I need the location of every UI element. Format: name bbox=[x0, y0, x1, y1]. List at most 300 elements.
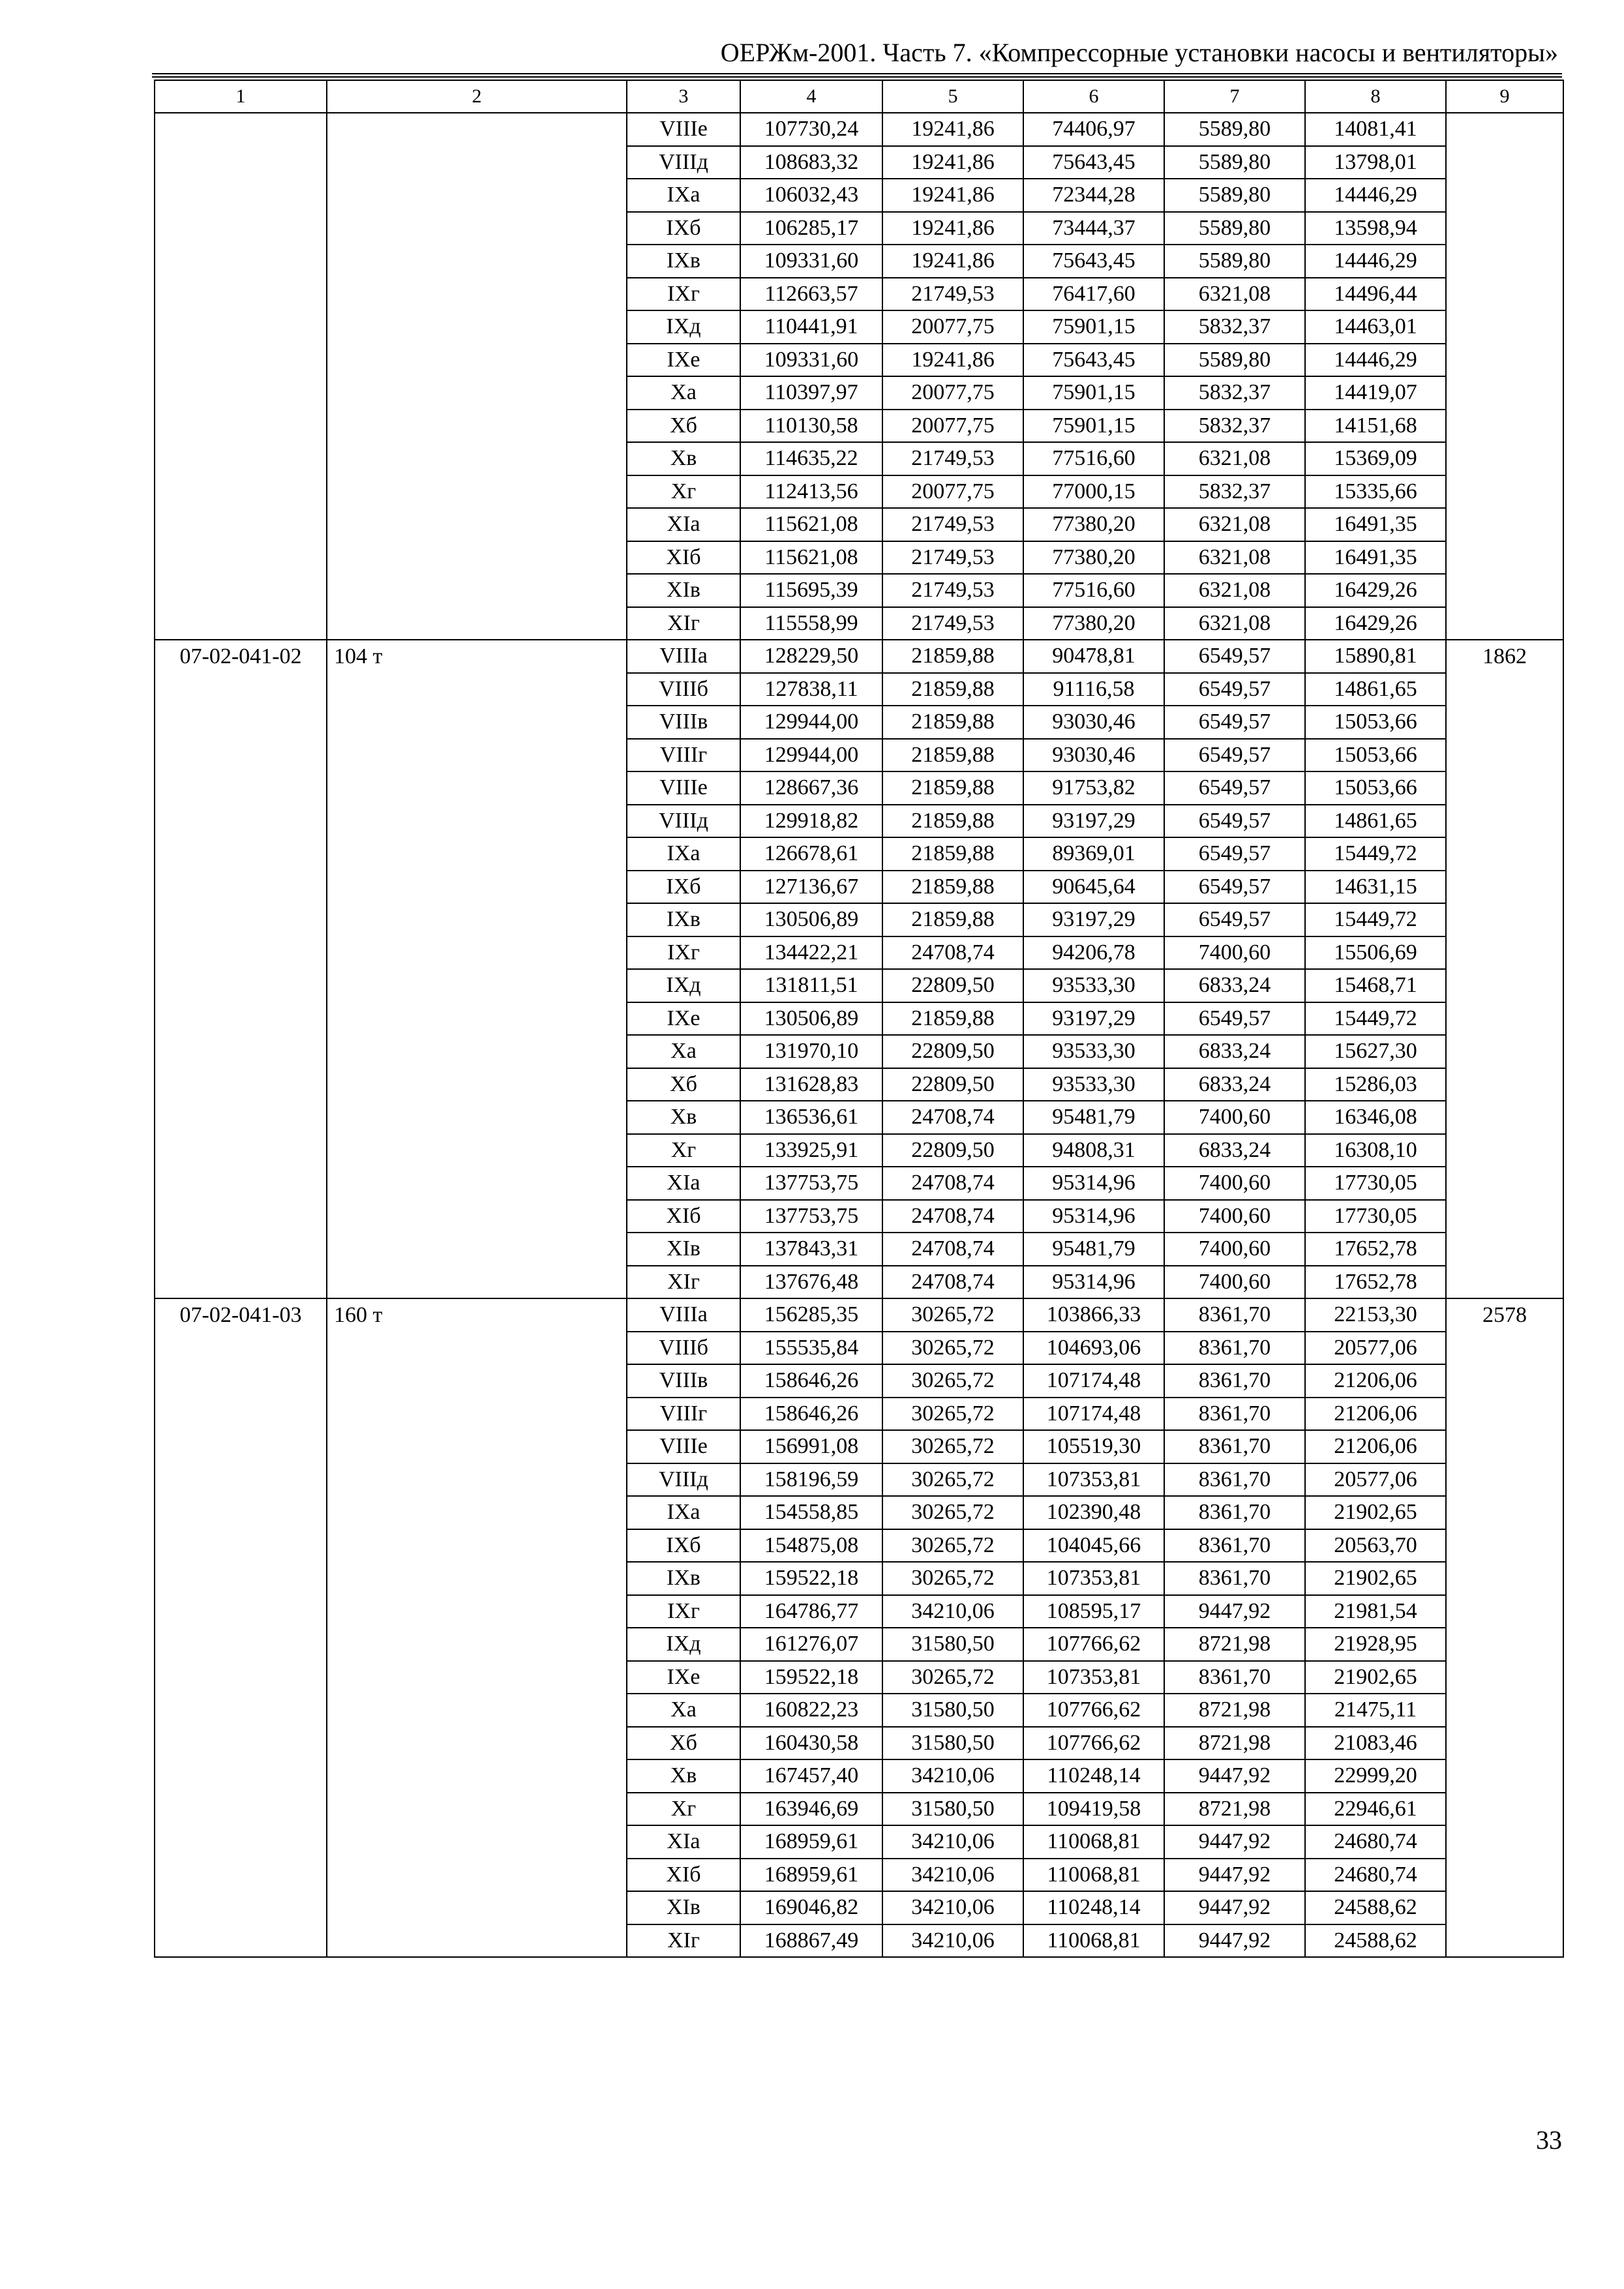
value-cell: 8361,70 bbox=[1164, 1430, 1305, 1463]
value-cell: 9447,92 bbox=[1164, 1924, 1305, 1958]
value-cell: 5589,80 bbox=[1164, 179, 1305, 212]
value-cell: 136536,61 bbox=[740, 1101, 882, 1134]
value-cell: 168867,49 bbox=[740, 1924, 882, 1958]
value-cell: 75643,45 bbox=[1023, 146, 1164, 179]
value-cell: 5832,37 bbox=[1164, 410, 1305, 443]
value-cell: 107174,48 bbox=[1023, 1398, 1164, 1431]
value-cell: 107766,62 bbox=[1023, 1628, 1164, 1661]
value-cell: 8361,70 bbox=[1164, 1562, 1305, 1595]
value-cell: 77380,20 bbox=[1023, 508, 1164, 541]
value-cell: 13798,01 bbox=[1305, 146, 1446, 179]
value-cell: 133925,91 bbox=[740, 1134, 882, 1167]
price-table bbox=[154, 80, 1564, 1958]
table-row bbox=[155, 113, 1563, 146]
value-cell: 8361,70 bbox=[1164, 1496, 1305, 1529]
column-number: 9 bbox=[1446, 80, 1563, 113]
value-cell: 15627,30 bbox=[1305, 1035, 1446, 1068]
value-cell: 9447,92 bbox=[1164, 1891, 1305, 1924]
value-cell: 6549,57 bbox=[1164, 837, 1305, 871]
column-number: 6 bbox=[1023, 80, 1164, 113]
value-cell: 21749,53 bbox=[882, 278, 1023, 311]
value-cell: 7400,60 bbox=[1164, 936, 1305, 970]
value-cell: 14496,44 bbox=[1305, 278, 1446, 311]
zone-cell: VIIIе bbox=[627, 771, 740, 805]
value-cell: 16429,26 bbox=[1305, 574, 1446, 607]
value-cell: 15890,81 bbox=[1305, 640, 1446, 673]
value-cell: 8361,70 bbox=[1164, 1364, 1305, 1398]
value-cell: 34210,06 bbox=[882, 1924, 1023, 1958]
item-name-cell: 160 т bbox=[327, 1298, 627, 1957]
value-cell: 6833,24 bbox=[1164, 969, 1305, 1002]
value-cell: 24708,74 bbox=[882, 1266, 1023, 1299]
value-cell: 15506,69 bbox=[1305, 936, 1446, 970]
value-cell: 19241,86 bbox=[882, 344, 1023, 377]
value-cell: 14446,29 bbox=[1305, 245, 1446, 278]
value-cell: 127136,67 bbox=[740, 871, 882, 904]
value-cell: 5589,80 bbox=[1164, 344, 1305, 377]
value-cell: 91116,58 bbox=[1023, 673, 1164, 706]
value-cell: 75643,45 bbox=[1023, 344, 1164, 377]
value-cell: 21902,65 bbox=[1305, 1562, 1446, 1595]
value-cell: 160822,23 bbox=[740, 1694, 882, 1727]
value-cell: 20077,75 bbox=[882, 410, 1023, 443]
value-cell: 115621,08 bbox=[740, 508, 882, 541]
value-cell: 7400,60 bbox=[1164, 1167, 1305, 1200]
value-cell: 90645,64 bbox=[1023, 871, 1164, 904]
value-cell: 15449,72 bbox=[1305, 903, 1446, 936]
value-cell: 14463,01 bbox=[1305, 310, 1446, 344]
value-cell: 137843,31 bbox=[740, 1233, 882, 1266]
value-cell: 109419,58 bbox=[1023, 1793, 1164, 1826]
table-body bbox=[155, 113, 1563, 1957]
value-cell: 21206,06 bbox=[1305, 1430, 1446, 1463]
value-cell: 103866,33 bbox=[1023, 1298, 1164, 1332]
zone-cell: Xб bbox=[627, 1727, 740, 1760]
value-cell: 93197,29 bbox=[1023, 1002, 1164, 1036]
value-cell: 17730,05 bbox=[1305, 1200, 1446, 1233]
value-cell: 16491,35 bbox=[1305, 508, 1446, 541]
value-cell: 34210,06 bbox=[882, 1595, 1023, 1628]
value-cell: 19241,86 bbox=[882, 146, 1023, 179]
value-cell: 30265,72 bbox=[882, 1661, 1023, 1694]
value-cell: 22809,50 bbox=[882, 1134, 1023, 1167]
value-cell: 7400,60 bbox=[1164, 1101, 1305, 1134]
value-cell: 5589,80 bbox=[1164, 245, 1305, 278]
value-cell: 93533,30 bbox=[1023, 1035, 1164, 1068]
column-number: 1 bbox=[155, 80, 327, 113]
value-cell: 110248,14 bbox=[1023, 1759, 1164, 1793]
value-cell: 30265,72 bbox=[882, 1398, 1023, 1431]
value-cell: 155535,84 bbox=[740, 1332, 882, 1365]
column-9-cell: 2578 bbox=[1446, 1298, 1563, 1957]
value-cell: 14419,07 bbox=[1305, 376, 1446, 410]
column-number: 5 bbox=[882, 80, 1023, 113]
value-cell: 156991,08 bbox=[740, 1430, 882, 1463]
zone-cell: IXг bbox=[627, 1595, 740, 1628]
value-cell: 15449,72 bbox=[1305, 1002, 1446, 1036]
value-cell: 167457,40 bbox=[740, 1759, 882, 1793]
value-cell: 75901,15 bbox=[1023, 410, 1164, 443]
value-cell: 8361,70 bbox=[1164, 1463, 1305, 1497]
value-cell: 24708,74 bbox=[882, 936, 1023, 970]
value-cell: 21475,11 bbox=[1305, 1694, 1446, 1727]
zone-cell: IXа bbox=[627, 1496, 740, 1529]
value-cell: 8361,70 bbox=[1164, 1661, 1305, 1694]
zone-cell: Xв bbox=[627, 1101, 740, 1134]
value-cell: 108683,32 bbox=[740, 146, 882, 179]
value-cell: 30265,72 bbox=[882, 1496, 1023, 1529]
value-cell: 6549,57 bbox=[1164, 903, 1305, 936]
value-cell: 137676,48 bbox=[740, 1266, 882, 1299]
value-cell: 109331,60 bbox=[740, 344, 882, 377]
zone-cell: VIIIе bbox=[627, 113, 740, 146]
column-number: 2 bbox=[327, 80, 627, 113]
zone-cell: VIIIв bbox=[627, 1364, 740, 1398]
value-cell: 102390,48 bbox=[1023, 1496, 1164, 1529]
zone-cell: VIIIд bbox=[627, 146, 740, 179]
value-cell: 6549,57 bbox=[1164, 871, 1305, 904]
value-cell: 21859,88 bbox=[882, 1002, 1023, 1036]
value-cell: 24708,74 bbox=[882, 1233, 1023, 1266]
zone-cell: VIIIд bbox=[627, 805, 740, 838]
zone-cell: XIв bbox=[627, 1233, 740, 1266]
value-cell: 15053,66 bbox=[1305, 706, 1446, 739]
value-cell: 22153,30 bbox=[1305, 1298, 1446, 1332]
value-cell: 154558,85 bbox=[740, 1496, 882, 1529]
zone-cell: Xг bbox=[627, 1134, 740, 1167]
value-cell: 21981,54 bbox=[1305, 1595, 1446, 1628]
value-cell: 31580,50 bbox=[882, 1793, 1023, 1826]
value-cell: 22809,50 bbox=[882, 969, 1023, 1002]
value-cell: 130506,89 bbox=[740, 1002, 882, 1036]
value-cell: 30265,72 bbox=[882, 1430, 1023, 1463]
value-cell: 107353,81 bbox=[1023, 1661, 1164, 1694]
value-cell: 24708,74 bbox=[882, 1200, 1023, 1233]
value-cell: 93533,30 bbox=[1023, 969, 1164, 1002]
value-cell: 112413,56 bbox=[740, 475, 882, 509]
zone-cell: IXе bbox=[627, 344, 740, 377]
table-row bbox=[155, 1298, 1563, 1332]
value-cell: 14861,65 bbox=[1305, 805, 1446, 838]
zone-cell: VIIIе bbox=[627, 1430, 740, 1463]
value-cell: 134422,21 bbox=[740, 936, 882, 970]
value-cell: 30265,72 bbox=[882, 1529, 1023, 1563]
value-cell: 19241,86 bbox=[882, 113, 1023, 146]
zone-cell: IXа bbox=[627, 179, 740, 212]
value-cell: 6321,08 bbox=[1164, 278, 1305, 311]
zone-cell: VIIIг bbox=[627, 1398, 740, 1431]
zone-cell: XIа bbox=[627, 508, 740, 541]
value-cell: 21859,88 bbox=[882, 706, 1023, 739]
value-cell: 90478,81 bbox=[1023, 640, 1164, 673]
zone-cell: XIб bbox=[627, 541, 740, 575]
value-cell: 24680,74 bbox=[1305, 1859, 1446, 1892]
zone-cell: IXв bbox=[627, 1562, 740, 1595]
value-cell: 107353,81 bbox=[1023, 1562, 1164, 1595]
zone-cell: XIг bbox=[627, 1924, 740, 1958]
value-cell: 16308,10 bbox=[1305, 1134, 1446, 1167]
value-cell: 20563,70 bbox=[1305, 1529, 1446, 1563]
value-cell: 6549,57 bbox=[1164, 805, 1305, 838]
zone-cell: Xг bbox=[627, 1793, 740, 1826]
value-cell: 15369,09 bbox=[1305, 442, 1446, 475]
value-cell: 14631,15 bbox=[1305, 871, 1446, 904]
value-cell: 93030,46 bbox=[1023, 706, 1164, 739]
value-cell: 110130,58 bbox=[740, 410, 882, 443]
value-cell: 9447,92 bbox=[1164, 1595, 1305, 1628]
value-cell: 112663,57 bbox=[740, 278, 882, 311]
value-cell: 6321,08 bbox=[1164, 442, 1305, 475]
value-cell: 6321,08 bbox=[1164, 574, 1305, 607]
value-cell: 115558,99 bbox=[740, 607, 882, 640]
value-cell: 15335,66 bbox=[1305, 475, 1446, 509]
value-cell: 24680,74 bbox=[1305, 1825, 1446, 1859]
value-cell: 94206,78 bbox=[1023, 936, 1164, 970]
value-cell: 106032,43 bbox=[740, 179, 882, 212]
value-cell: 5832,37 bbox=[1164, 376, 1305, 410]
value-cell: 158646,26 bbox=[740, 1364, 882, 1398]
value-cell: 34210,06 bbox=[882, 1891, 1023, 1924]
value-cell: 34210,06 bbox=[882, 1859, 1023, 1892]
value-cell: 8721,98 bbox=[1164, 1694, 1305, 1727]
value-cell: 30265,72 bbox=[882, 1298, 1023, 1332]
value-cell: 115621,08 bbox=[740, 541, 882, 575]
value-cell: 6321,08 bbox=[1164, 508, 1305, 541]
value-cell: 105519,30 bbox=[1023, 1430, 1164, 1463]
value-cell: 158646,26 bbox=[740, 1398, 882, 1431]
value-cell: 129918,82 bbox=[740, 805, 882, 838]
value-cell: 107174,48 bbox=[1023, 1364, 1164, 1398]
zone-cell: XIб bbox=[627, 1200, 740, 1233]
value-cell: 154875,08 bbox=[740, 1529, 882, 1563]
value-cell: 17730,05 bbox=[1305, 1167, 1446, 1200]
value-cell: 22999,20 bbox=[1305, 1759, 1446, 1793]
value-cell: 95314,96 bbox=[1023, 1200, 1164, 1233]
value-cell: 5589,80 bbox=[1164, 212, 1305, 245]
item-name-cell: 104 т bbox=[327, 640, 627, 1298]
column-9-cell: 1862 bbox=[1446, 640, 1563, 1298]
value-cell: 131811,51 bbox=[740, 969, 882, 1002]
zone-cell: IXа bbox=[627, 837, 740, 871]
value-cell: 22946,61 bbox=[1305, 1793, 1446, 1826]
value-cell: 8361,70 bbox=[1164, 1398, 1305, 1431]
value-cell: 5589,80 bbox=[1164, 113, 1305, 146]
value-cell: 107766,62 bbox=[1023, 1694, 1164, 1727]
value-cell: 75643,45 bbox=[1023, 245, 1164, 278]
zone-cell: Xб bbox=[627, 410, 740, 443]
value-cell: 6833,24 bbox=[1164, 1068, 1305, 1101]
value-cell: 9447,92 bbox=[1164, 1859, 1305, 1892]
zone-cell: VIIIа bbox=[627, 1298, 740, 1332]
value-cell: 127838,11 bbox=[740, 673, 882, 706]
value-cell: 21859,88 bbox=[882, 903, 1023, 936]
value-cell: 6321,08 bbox=[1164, 541, 1305, 575]
value-cell: 22809,50 bbox=[882, 1035, 1023, 1068]
value-cell: 93030,46 bbox=[1023, 739, 1164, 772]
value-cell: 5832,37 bbox=[1164, 475, 1305, 509]
value-cell: 21902,65 bbox=[1305, 1661, 1446, 1694]
zone-cell: VIIIд bbox=[627, 1463, 740, 1497]
value-cell: 15053,66 bbox=[1305, 739, 1446, 772]
value-cell: 24708,74 bbox=[882, 1167, 1023, 1200]
value-cell: 16491,35 bbox=[1305, 541, 1446, 575]
value-cell: 164786,77 bbox=[740, 1595, 882, 1628]
value-cell: 15286,03 bbox=[1305, 1068, 1446, 1101]
value-cell: 159522,18 bbox=[740, 1661, 882, 1694]
value-cell: 5832,37 bbox=[1164, 310, 1305, 344]
value-cell: 14861,65 bbox=[1305, 673, 1446, 706]
value-cell: 107730,24 bbox=[740, 113, 882, 146]
value-cell: 156285,35 bbox=[740, 1298, 882, 1332]
value-cell: 31580,50 bbox=[882, 1727, 1023, 1760]
value-cell: 6549,57 bbox=[1164, 640, 1305, 673]
zone-cell: IXд bbox=[627, 310, 740, 344]
value-cell: 89369,01 bbox=[1023, 837, 1164, 871]
value-cell: 31580,50 bbox=[882, 1694, 1023, 1727]
value-cell: 95481,79 bbox=[1023, 1233, 1164, 1266]
value-cell: 17652,78 bbox=[1305, 1233, 1446, 1266]
value-cell: 110068,81 bbox=[1023, 1859, 1164, 1892]
value-cell: 5589,80 bbox=[1164, 146, 1305, 179]
table-row bbox=[155, 640, 1563, 673]
value-cell: 21859,88 bbox=[882, 871, 1023, 904]
item-code-cell: 07-02-041-03 bbox=[155, 1298, 327, 1957]
value-cell: 19241,86 bbox=[882, 212, 1023, 245]
value-cell: 7400,60 bbox=[1164, 1200, 1305, 1233]
value-cell: 126678,61 bbox=[740, 837, 882, 871]
value-cell: 104693,06 bbox=[1023, 1332, 1164, 1365]
value-cell: 21859,88 bbox=[882, 837, 1023, 871]
value-cell: 161276,07 bbox=[740, 1628, 882, 1661]
value-cell: 8721,98 bbox=[1164, 1628, 1305, 1661]
value-cell: 21749,53 bbox=[882, 541, 1023, 575]
value-cell: 110068,81 bbox=[1023, 1924, 1164, 1958]
value-cell: 128667,36 bbox=[740, 771, 882, 805]
value-cell: 110068,81 bbox=[1023, 1825, 1164, 1859]
zone-cell: Xб bbox=[627, 1068, 740, 1101]
zone-cell: XIв bbox=[627, 1891, 740, 1924]
value-cell: 8361,70 bbox=[1164, 1332, 1305, 1365]
zone-cell: Xа bbox=[627, 1035, 740, 1068]
value-cell: 114635,22 bbox=[740, 442, 882, 475]
value-cell: 21749,53 bbox=[882, 574, 1023, 607]
zone-cell: Xа bbox=[627, 376, 740, 410]
value-cell: 30265,72 bbox=[882, 1463, 1023, 1497]
value-cell: 19241,86 bbox=[882, 179, 1023, 212]
value-cell: 93533,30 bbox=[1023, 1068, 1164, 1101]
value-cell: 21206,06 bbox=[1305, 1364, 1446, 1398]
value-cell: 73444,37 bbox=[1023, 212, 1164, 245]
value-cell: 137753,75 bbox=[740, 1167, 882, 1200]
value-cell: 6321,08 bbox=[1164, 607, 1305, 640]
value-cell: 15449,72 bbox=[1305, 837, 1446, 871]
value-cell: 77516,60 bbox=[1023, 442, 1164, 475]
column-number: 8 bbox=[1305, 80, 1446, 113]
zone-cell: IXв bbox=[627, 245, 740, 278]
value-cell: 15468,71 bbox=[1305, 969, 1446, 1002]
value-cell: 30265,72 bbox=[882, 1364, 1023, 1398]
value-cell: 169046,82 bbox=[740, 1891, 882, 1924]
zone-cell: XIг bbox=[627, 1266, 740, 1299]
value-cell: 76417,60 bbox=[1023, 278, 1164, 311]
zone-cell: Xв bbox=[627, 442, 740, 475]
zone-cell: IXд bbox=[627, 969, 740, 1002]
value-cell: 91753,82 bbox=[1023, 771, 1164, 805]
zone-cell: XIб bbox=[627, 1859, 740, 1892]
value-cell: 74406,97 bbox=[1023, 113, 1164, 146]
value-cell: 6549,57 bbox=[1164, 673, 1305, 706]
value-cell: 19241,86 bbox=[882, 245, 1023, 278]
value-cell: 158196,59 bbox=[740, 1463, 882, 1497]
value-cell: 21083,46 bbox=[1305, 1727, 1446, 1760]
value-cell: 22809,50 bbox=[882, 1068, 1023, 1101]
value-cell: 128229,50 bbox=[740, 640, 882, 673]
zone-cell: VIIIг bbox=[627, 739, 740, 772]
value-cell: 6833,24 bbox=[1164, 1035, 1305, 1068]
value-cell: 110248,14 bbox=[1023, 1891, 1164, 1924]
value-cell: 21749,53 bbox=[882, 508, 1023, 541]
value-cell: 21859,88 bbox=[882, 805, 1023, 838]
value-cell: 8721,98 bbox=[1164, 1727, 1305, 1760]
value-cell: 131628,83 bbox=[740, 1068, 882, 1101]
zone-cell: VIIIа bbox=[627, 640, 740, 673]
page-number: 33 bbox=[1536, 2125, 1562, 2155]
value-cell: 15053,66 bbox=[1305, 771, 1446, 805]
value-cell: 106285,17 bbox=[740, 212, 882, 245]
value-cell: 8361,70 bbox=[1164, 1529, 1305, 1563]
value-cell: 129944,00 bbox=[740, 706, 882, 739]
value-cell: 107353,81 bbox=[1023, 1463, 1164, 1497]
value-cell: 8361,70 bbox=[1164, 1298, 1305, 1332]
zone-cell: XIв bbox=[627, 574, 740, 607]
value-cell: 34210,06 bbox=[882, 1759, 1023, 1793]
value-cell: 16429,26 bbox=[1305, 607, 1446, 640]
value-cell: 14081,41 bbox=[1305, 113, 1446, 146]
value-cell: 107766,62 bbox=[1023, 1727, 1164, 1760]
value-cell: 21902,65 bbox=[1305, 1496, 1446, 1529]
value-cell: 7400,60 bbox=[1164, 1233, 1305, 1266]
value-cell: 20077,75 bbox=[882, 376, 1023, 410]
value-cell: 77516,60 bbox=[1023, 574, 1164, 607]
value-cell: 34210,06 bbox=[882, 1825, 1023, 1859]
zone-cell: IXб bbox=[627, 212, 740, 245]
value-cell: 72344,28 bbox=[1023, 179, 1164, 212]
value-cell: 7400,60 bbox=[1164, 1266, 1305, 1299]
value-cell: 30265,72 bbox=[882, 1332, 1023, 1365]
item-code-cell: 07-02-041-02 bbox=[155, 640, 327, 1298]
value-cell: 77380,20 bbox=[1023, 607, 1164, 640]
zone-cell: IXе bbox=[627, 1002, 740, 1036]
value-cell: 30265,72 bbox=[882, 1562, 1023, 1595]
value-cell: 14446,29 bbox=[1305, 344, 1446, 377]
value-cell: 95481,79 bbox=[1023, 1101, 1164, 1134]
value-cell: 20577,06 bbox=[1305, 1332, 1446, 1365]
value-cell: 77380,20 bbox=[1023, 541, 1164, 575]
value-cell: 75901,15 bbox=[1023, 376, 1164, 410]
value-cell: 137753,75 bbox=[740, 1200, 882, 1233]
value-cell: 159522,18 bbox=[740, 1562, 882, 1595]
value-cell: 93197,29 bbox=[1023, 805, 1164, 838]
zone-cell: IXб bbox=[627, 1529, 740, 1563]
value-cell: 9447,92 bbox=[1164, 1825, 1305, 1859]
column-9-cell bbox=[1446, 113, 1563, 640]
value-cell: 21206,06 bbox=[1305, 1398, 1446, 1431]
zone-cell: IXв bbox=[627, 903, 740, 936]
zone-cell: IXг bbox=[627, 936, 740, 970]
value-cell: 17652,78 bbox=[1305, 1266, 1446, 1299]
value-cell: 6833,24 bbox=[1164, 1134, 1305, 1167]
value-cell: 168959,61 bbox=[740, 1859, 882, 1892]
